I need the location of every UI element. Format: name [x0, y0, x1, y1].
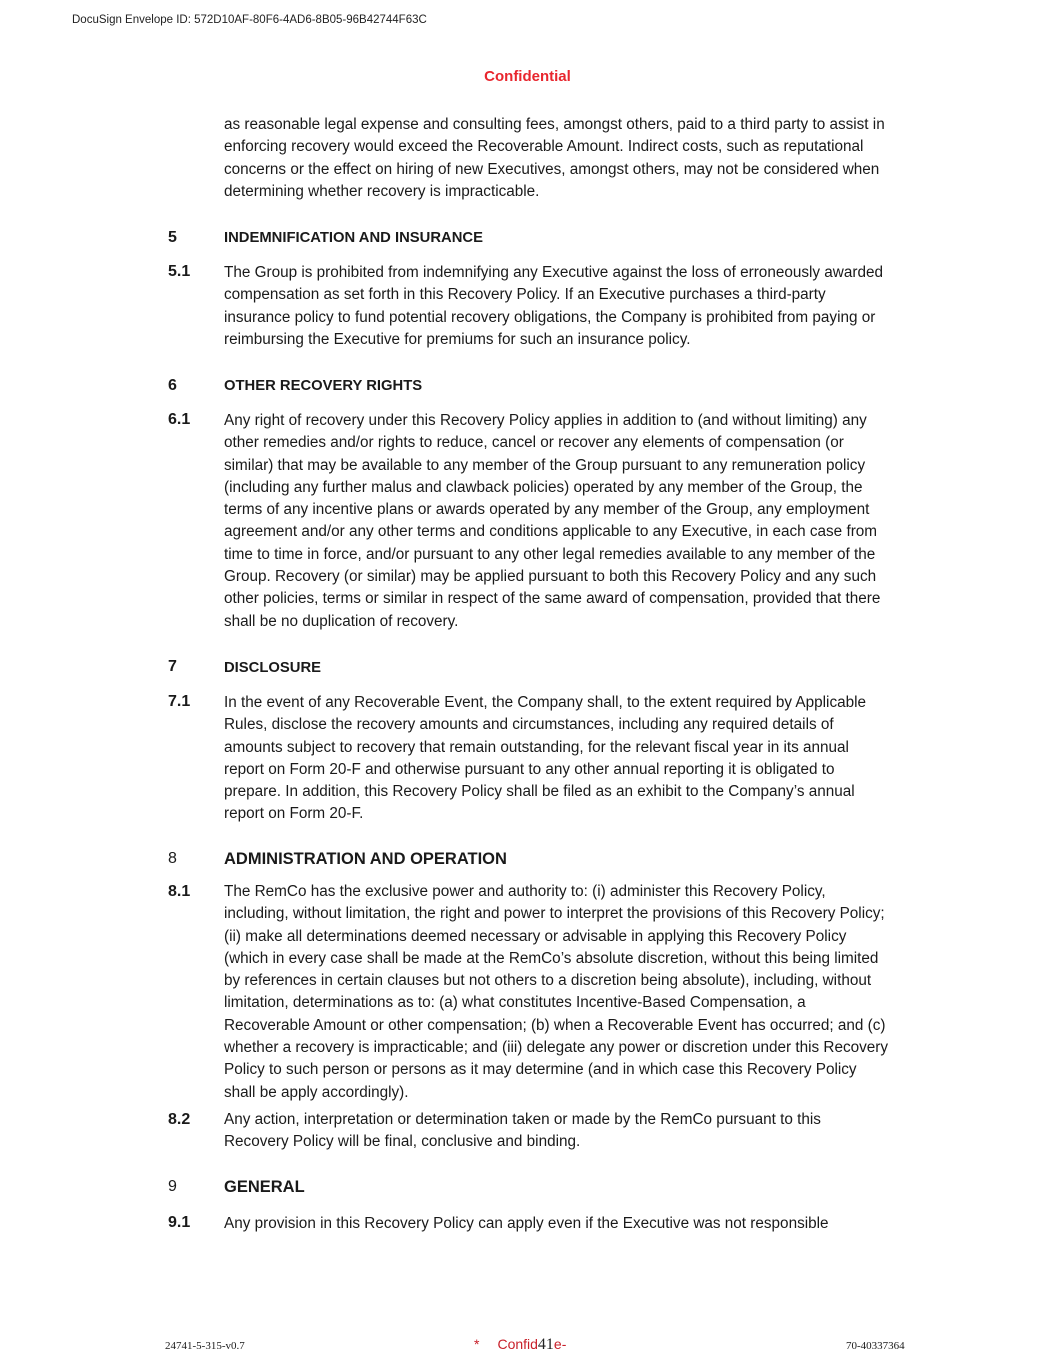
section-5-heading: INDEMNIFICATION AND INSURANCE — [224, 230, 483, 246]
footer-confidential-fragment: Confid — [497, 1336, 538, 1352]
clause-7-1-text: In the event of any Recoverable Event, the Company shall, to the extent required by Applicable Rules, disclose the recovery amounts and circumstances, including any required details of amounts subject to recovery that remain outstanding, for the relevant fiscal year in its annual report on Form 20-F and otherwise pursuant to any other annual reporting it is obligated to prepare. In addition, this Recovery Policy shall be filed as an exhibit to the Company’s annual report on Form 20-F. — [224, 694, 867, 823]
page-number: 41 — [537, 1336, 554, 1353]
confidential-label: Confidential — [484, 68, 571, 85]
footer-page-marker — [474, 1336, 566, 1354]
clause-9-1-text: Any provision in this Recovery Policy can apply even if the Executive was not responsible — [224, 1215, 829, 1232]
clause-5-1-text: The Group is prohibited from indemnifying any Executive against the loss of erroneously awarded compensation as set forth in this Recovery Policy. If an Executive purchases a third-party insurance policy to fund potential recovery obligations, the Company is prohibited from paying or reimbursing the Executive for premiums for such an insurance policy. — [224, 264, 883, 348]
footer-doc-number: 70-40337364 — [846, 1340, 905, 1352]
section-6-heading: OTHER RECOVERY RIGHTS — [224, 378, 423, 394]
section-9-heading: GENERAL — [224, 1178, 305, 1196]
clause-8-1-number: 8.1 — [168, 883, 191, 900]
footer-star: * — [474, 1336, 480, 1352]
footer-doc-reference: 24741-5-315-v0.7 — [165, 1340, 245, 1352]
clause-9-1-number: 9.1 — [168, 1214, 191, 1231]
section-8-heading: ADMINISTRATION AND OPERATION — [224, 850, 507, 868]
footer-suffix: e- — [553, 1336, 567, 1352]
section-7-heading: DISCLOSURE — [224, 660, 322, 676]
clause-6-1-text: Any right of recovery under this Recovery Policy applies in addition to (and without limiting) any other remedies and/or rights to reduce, cancel or recover any elements of compensation (or similar) that may be available to any member of the Group pursuant to any remuneration policy (including any further malus and clawback policies) operated by any member of the Group, the terms of any incentive plans or awards operated by any member of the Group, any employment agreement and/or any other terms and conditions applicable to any Executive, in each case from time to time in force, and/or pursuant to any other legal remedies available to any member of the Group. Recovery (or similar) may be applied pursuant to both this Recovery Policy and any such other policies, terms or similar in respect of the same award of compensation, provided that there shall be no duplication of recovery. — [224, 412, 881, 630]
section-9-number: 9 — [168, 1178, 177, 1195]
clause-5-1-number: 5.1 — [168, 263, 191, 280]
section-6-number: 6 — [168, 377, 177, 394]
clause-8-2-number: 8.2 — [168, 1111, 191, 1128]
section-7-number: 7 — [168, 658, 177, 675]
clause-8-1-text: The RemCo has the exclusive power and authority to: (i) administer this Recovery Policy, including, without limitation, the right and power to interpret the provisions of this Recovery Policy; (ii) make all determinations deemed necessary or advisable in applying this Recovery Policy (which in every case shall be made at the RemCo’s absolute discretion, without this being limited by references in certain clauses but not others to a discretion being absolute), including, without limitation, determinations as to: (a) what constitutes Incentive-Based Compensation, a Recoverable Amount or other compensation; (b) when a Recoverable Event has occurred; and (c) whether a recovery is impracticable; and (iii) delegate any power or discretion under this Recovery Policy to such person or persons as it may determine (and in which case this Recovery Policy shall be apply accordingly). — [224, 883, 889, 1101]
docusign-envelope-id: DocuSign Envelope ID: 572D10AF-80F6-4AD6-8B05-96B42744F63C — [72, 14, 427, 26]
intro-paragraph: as reasonable legal expense and consulting fees, amongst others, paid to a third party to assist in enforcing recovery would exceed the Recoverable Amount. Indirect costs, such as reputational concerns or the effect on hiring of new Executives, amongst others, may not be considered when determining whether recovery is impracticable. — [224, 116, 885, 200]
clause-7-1-number: 7.1 — [168, 693, 191, 710]
section-8-number: 8 — [168, 850, 177, 867]
clause-8-2-text: Any action, interpretation or determination taken or made by the RemCo pursuant to this Recovery Policy will be final, conclusive and binding. — [224, 1111, 821, 1151]
clause-6-1-number: 6.1 — [168, 411, 191, 428]
section-5-number: 5 — [168, 229, 177, 246]
